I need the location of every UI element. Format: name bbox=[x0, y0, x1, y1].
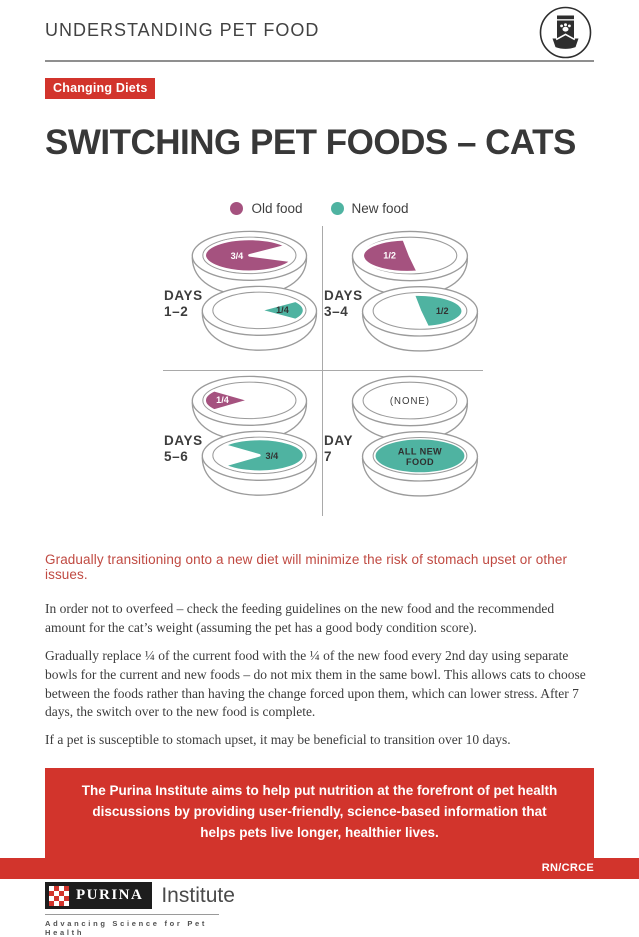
purina-logo-box bbox=[45, 882, 152, 909]
new-food-bowl bbox=[363, 287, 478, 351]
quadrant-days-label: DAY 7 bbox=[324, 433, 354, 464]
header bbox=[45, 0, 594, 62]
old-food-bowl bbox=[192, 231, 306, 295]
purina-wordmark: PURINA bbox=[76, 887, 144, 903]
legend bbox=[45, 201, 594, 216]
paragraph-2: Gradually replace ¼ of the current food with the ¼ of the new food every 2nd day using separate bowls for the current and new foods – do not mix them in the same bowl. This allows cats to choose between the foods rather than having the change forced upon them, which can lower stress. After 7 days, the switch over to the new food is complete. bbox=[45, 647, 586, 720]
new-food-bowl bbox=[202, 431, 316, 495]
new-food-dot-icon bbox=[331, 202, 344, 215]
quadrant-days-1-2 bbox=[163, 226, 323, 371]
new-food-bowl bbox=[202, 286, 316, 350]
quadrant-days-label: DAYS 3–4 bbox=[324, 288, 363, 319]
fraction-label: 3/4 bbox=[230, 251, 244, 262]
old-food-dot-icon bbox=[230, 202, 243, 215]
pet-food-bag-bowl-icon bbox=[539, 6, 592, 59]
quadrant-days-5-6 bbox=[163, 371, 323, 516]
paragraph-3: If a pet is susceptible to stomach upset, it may be beneficial to transition over 10 days. bbox=[45, 732, 511, 748]
all-new-food-label-line2: FOOD bbox=[405, 457, 434, 468]
purina-institute-logo bbox=[45, 882, 594, 909]
footer-rule bbox=[45, 914, 219, 915]
legend-item-old-food bbox=[230, 201, 302, 216]
fraction-label: 1/2 bbox=[383, 250, 397, 261]
quadrant-days-3-4 bbox=[323, 226, 483, 371]
fraction-label: 1/4 bbox=[216, 395, 229, 406]
purina-checkerboard-icon bbox=[49, 886, 69, 906]
fraction-label: 1/2 bbox=[435, 305, 449, 316]
institute-wordmark: Institute bbox=[161, 883, 235, 907]
bowl-diagram bbox=[163, 226, 483, 516]
footer-tagline: Advancing Science for Pet Health bbox=[45, 919, 208, 937]
purina-institute-banner: The Purina Institute aims to help put nutrition at the forefront of pet health discussions by providing user-friendly, science-based information that helps pets live longer, healthier lives. bbox=[45, 768, 594, 858]
quadrant-day-7 bbox=[323, 371, 483, 516]
doc-code: RN/CRCE bbox=[541, 862, 594, 874]
highlight-sentence: Gradually transitioning onto a new diet will minimize the risk of stomach upset or other issues. bbox=[45, 552, 568, 582]
old-food-bowl bbox=[352, 231, 467, 295]
old-food-bowl bbox=[192, 376, 306, 440]
fraction-label: 3/4 bbox=[265, 451, 279, 462]
all-new-food-label-line1: ALL NEW bbox=[397, 446, 443, 457]
none-label: (NONE) bbox=[389, 395, 430, 407]
new-food-bowl-full bbox=[363, 432, 478, 496]
legend-item-new-food bbox=[331, 201, 409, 216]
quadrant-days-label: DAYS 1–2 bbox=[164, 288, 203, 319]
bottom-bar bbox=[0, 858, 639, 879]
section-badge: Changing Diets bbox=[45, 78, 155, 99]
body-text bbox=[45, 600, 594, 750]
legend-label-new: New food bbox=[351, 201, 409, 216]
legend-label-old: Old food bbox=[251, 201, 303, 216]
fraction-label: 1/4 bbox=[276, 305, 289, 316]
old-food-bowl-empty bbox=[352, 376, 467, 440]
page-title: SWITCHING PET FOODS – CATS bbox=[45, 123, 576, 162]
header-title: UNDERSTANDING PET FOOD bbox=[45, 20, 320, 40]
footer bbox=[45, 882, 594, 937]
quadrant-days-label: DAYS 5–6 bbox=[164, 433, 203, 464]
paragraph-1: In order not to overfeed – check the feeding guidelines on the new food and the recommended amount for the cat’s weight (assuming the pet has a good body condition score). bbox=[45, 601, 555, 635]
